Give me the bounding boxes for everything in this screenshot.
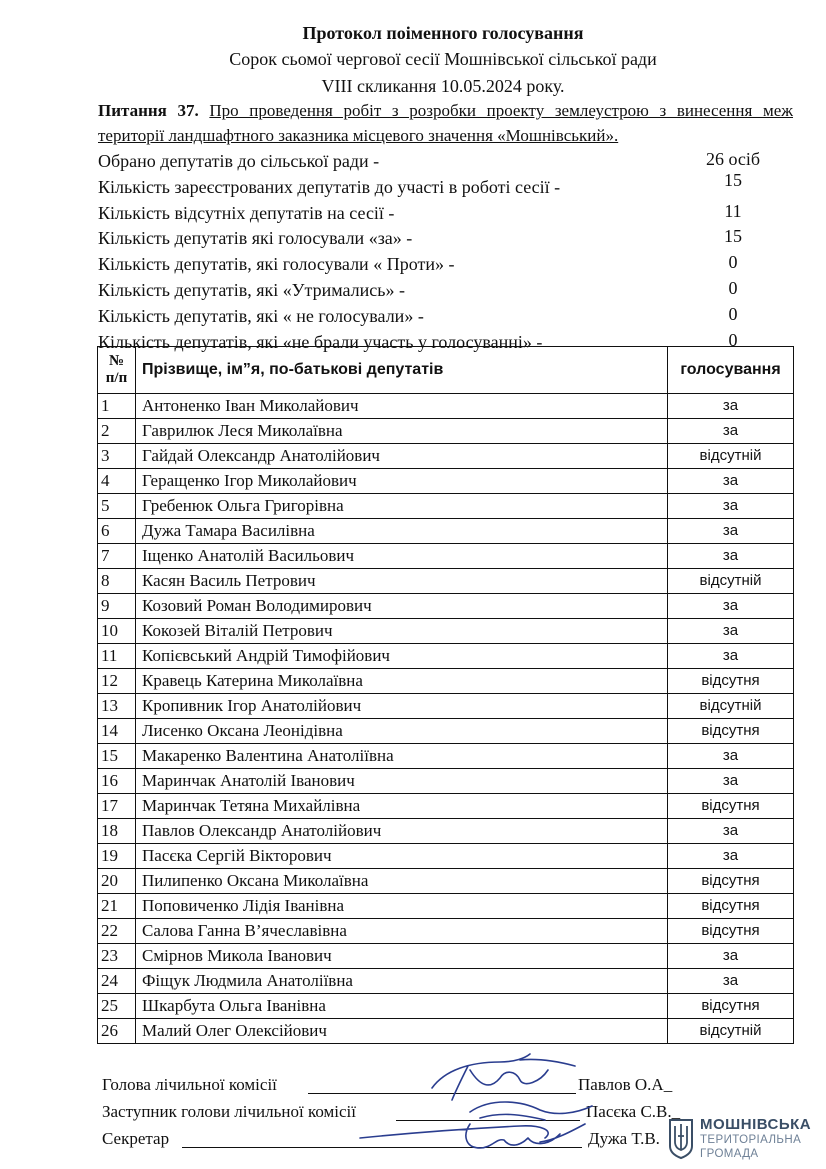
table-row xyxy=(98,619,794,644)
signature-chair xyxy=(102,1073,702,1100)
logo-line-2: ТЕРИТОРІАЛЬНА xyxy=(700,1134,802,1146)
signature-line xyxy=(308,1093,576,1094)
agenda-question: Питання 37. Про проведення робіт з розробки проекту землеустрою з винесення меж території ландшафтного заказника місцевого значення «Мошнівський». xyxy=(98,101,794,145)
stat-label: Кількість зареєстрованих депутатів до участі в роботі сесії - xyxy=(98,176,561,197)
row-number: 16 xyxy=(98,769,136,794)
table-row xyxy=(98,919,794,944)
roll-call-table xyxy=(97,346,794,1044)
deputy-name: Копієвський Андрій Тимофійович xyxy=(136,644,668,669)
column-header-number: № п/п xyxy=(98,347,136,394)
trident-emblem-icon xyxy=(668,1116,694,1160)
stat-label: Кількість депутатів, які голосували « Проти» - xyxy=(98,254,455,275)
row-number: 22 xyxy=(98,919,136,944)
signatory-role: Голова лічильної комісії xyxy=(102,1075,277,1094)
deputy-name: Козовий Роман Володимирович xyxy=(136,594,668,619)
signatory-name: Дужа Т.В. xyxy=(588,1129,660,1148)
vote-result: за xyxy=(668,644,794,669)
vote-result: відсутня xyxy=(668,794,794,819)
stat-registered xyxy=(98,169,798,200)
signature-deputy-chair xyxy=(102,1100,702,1127)
row-number: 12 xyxy=(98,669,136,694)
table-row xyxy=(98,994,794,1019)
signature-secretary xyxy=(102,1127,702,1154)
stat-label: Обрано депутатів до сільської ради - xyxy=(98,151,380,171)
deputy-name: Кропивник Ігор Анатолійович xyxy=(136,694,668,719)
table-row xyxy=(98,519,794,544)
row-number: 6 xyxy=(98,519,136,544)
stat-value: 0 xyxy=(728,303,738,324)
vote-result: відсутній xyxy=(668,694,794,719)
vote-statistics xyxy=(98,148,798,354)
row-number: 20 xyxy=(98,869,136,894)
row-number: 13 xyxy=(98,694,136,719)
table-row xyxy=(98,769,794,794)
vote-result: відсутня xyxy=(668,919,794,944)
vote-result: за xyxy=(668,969,794,994)
convocation-date: VIII скликання 10.05.2024 року. xyxy=(321,76,565,96)
signatory-name: Пасєка С.В._ xyxy=(586,1102,681,1121)
signatures-block xyxy=(102,1073,702,1154)
table-row xyxy=(98,869,794,894)
row-number: 4 xyxy=(98,469,136,494)
deputy-name: Пилипенко Оксана Миколаївна xyxy=(136,869,668,894)
table-row xyxy=(98,1019,794,1044)
stat-absent xyxy=(98,200,798,226)
vote-result: за xyxy=(668,394,794,419)
table-row xyxy=(98,544,794,569)
table-row xyxy=(98,944,794,969)
stat-label: Кількість депутатів які голосували «за» - xyxy=(98,228,413,249)
vote-result: за xyxy=(668,619,794,644)
document-title: Протокол поіменного голосування xyxy=(302,23,584,43)
deputy-name: Фіщук Людмила Анатоліївна xyxy=(136,969,668,994)
row-number: 19 xyxy=(98,844,136,869)
vote-result: відсутня xyxy=(668,994,794,1019)
table-row xyxy=(98,569,794,594)
row-number: 25 xyxy=(98,994,136,1019)
row-number: 10 xyxy=(98,619,136,644)
table-row xyxy=(98,394,794,419)
logo-line-1: МОШНІВСЬКА xyxy=(700,1116,812,1133)
deputy-name: Павлов Олександр Анатолійович xyxy=(136,819,668,844)
deputy-name: Касян Василь Петрович xyxy=(136,569,668,594)
row-number: 26 xyxy=(98,1019,136,1044)
row-number: 8 xyxy=(98,569,136,594)
vote-result: відсутня xyxy=(668,669,794,694)
table-row xyxy=(98,819,794,844)
vote-result: за xyxy=(668,744,794,769)
vote-result: відсутня xyxy=(668,869,794,894)
vote-result: за xyxy=(668,594,794,619)
vote-result: за xyxy=(668,944,794,969)
vote-result: відсутня xyxy=(668,719,794,744)
vote-result: відсутня xyxy=(668,894,794,919)
deputy-name: Смірнов Микола Іванович xyxy=(136,944,668,969)
vote-result: за xyxy=(668,769,794,794)
stat-value: 15 xyxy=(724,169,742,190)
column-header-vote: голосування xyxy=(668,347,794,394)
row-number: 3 xyxy=(98,444,136,469)
table-row xyxy=(98,844,794,869)
row-number: 5 xyxy=(98,494,136,519)
deputy-name: Макаренко Валентина Анатоліївна xyxy=(136,744,668,769)
deputy-name: Іщенко Анатолій Васильович xyxy=(136,544,668,569)
vote-result: за xyxy=(668,544,794,569)
row-number: 2 xyxy=(98,419,136,444)
table-row xyxy=(98,744,794,769)
row-number: 23 xyxy=(98,944,136,969)
stat-abstained xyxy=(98,277,798,303)
stat-value: 15 xyxy=(724,226,742,247)
stat-against xyxy=(98,251,798,277)
question-number: Питання 37 xyxy=(98,101,195,120)
table-row xyxy=(98,969,794,994)
stat-label: Кількість відсутніх депутатів на сесії - xyxy=(98,202,395,223)
vote-result: за xyxy=(668,844,794,869)
stat-label: Кількість депутатів, які «Утримались» - xyxy=(98,279,405,300)
deputy-name: Гребенюк Ольга Григорівна xyxy=(136,494,668,519)
table-row xyxy=(98,894,794,919)
deputy-name: Пасєка Сергій Вікторович xyxy=(136,844,668,869)
table-row xyxy=(98,644,794,669)
table-row xyxy=(98,494,794,519)
stat-value: 0 xyxy=(728,252,738,273)
row-number: 9 xyxy=(98,594,136,619)
table-row xyxy=(98,694,794,719)
table-header-row xyxy=(98,347,794,394)
document-header xyxy=(0,20,826,100)
deputy-name: Шкарбута Ольга Іванівна xyxy=(136,994,668,1019)
deputy-name: Лисенко Оксана Леонідівна xyxy=(136,719,668,744)
stat-not-voted xyxy=(98,303,798,329)
vote-result: за xyxy=(668,419,794,444)
row-number: 15 xyxy=(98,744,136,769)
column-header-name: Прізвище, ім”я, по-батькові депутатів xyxy=(136,347,668,394)
deputy-name: Малий Олег Олексійович xyxy=(136,1019,668,1044)
signatory-role: Секретар xyxy=(102,1129,170,1148)
table-row xyxy=(98,469,794,494)
row-number: 11 xyxy=(98,644,136,669)
row-number: 7 xyxy=(98,544,136,569)
row-number: 14 xyxy=(98,719,136,744)
table-row xyxy=(98,669,794,694)
table-row xyxy=(98,594,794,619)
signature-line xyxy=(182,1147,582,1148)
deputy-name: Геращенко Ігор Миколайович xyxy=(136,469,668,494)
community-logo xyxy=(668,1114,818,1166)
stat-value: 0 xyxy=(728,329,738,350)
deputy-name: Поповиченко Лідія Іванівна xyxy=(136,894,668,919)
stat-value: 11 xyxy=(724,200,742,221)
stat-value: 26 осіб xyxy=(705,149,761,169)
logo-line-3: ГРОМАДА xyxy=(700,1148,759,1160)
vote-result: відсутній xyxy=(668,569,794,594)
deputy-name: Салова Ганна В’ячеславівна xyxy=(136,919,668,944)
question-text: Про проведення робіт з розробки проекту землеустрою з винесення меж території ландшафтного заказника місцевого значення «Мошнівський». xyxy=(98,101,794,145)
stat-for xyxy=(98,225,798,251)
stat-label: Кількість депутатів, які «не брали участь у голосуванні» - xyxy=(98,331,543,352)
row-number: 17 xyxy=(98,794,136,819)
deputy-name: Антоненко Іван Миколайович xyxy=(136,394,668,419)
row-number: 21 xyxy=(98,894,136,919)
vote-result: за xyxy=(668,469,794,494)
vote-result: відсутній xyxy=(668,1019,794,1044)
deputy-name: Дужа Тамара Василівна xyxy=(136,519,668,544)
deputy-name: Маринчак Анатолій Іванович xyxy=(136,769,668,794)
session-subtitle: Сорок сьомої чергової сесії Мошнівської сільської ради xyxy=(229,49,657,69)
deputy-name: Гаврилюк Леся Миколаївна xyxy=(136,419,668,444)
table-body xyxy=(98,394,794,1044)
row-number: 1 xyxy=(98,394,136,419)
stat-label: Кількість депутатів, які « не голосували» - xyxy=(98,305,424,326)
table-row xyxy=(98,419,794,444)
deputy-name: Кокозей Віталій Петрович xyxy=(136,619,668,644)
deputy-name: Маринчак Тетяна Михайлівна xyxy=(136,794,668,819)
vote-result: за xyxy=(668,519,794,544)
deputy-name: Гайдай Олександр Анатолійович xyxy=(136,444,668,469)
vote-result: за xyxy=(668,494,794,519)
row-number: 18 xyxy=(98,819,136,844)
signatory-name: Павлов О.А_ xyxy=(578,1075,673,1094)
stat-value: 0 xyxy=(728,277,738,298)
table-row xyxy=(98,719,794,744)
table-row xyxy=(98,794,794,819)
signatory-role: Заступник голови лічильної комісії xyxy=(102,1102,357,1121)
row-number: 24 xyxy=(98,969,136,994)
vote-result: відсутній xyxy=(668,444,794,469)
signature-line xyxy=(396,1120,580,1121)
table-row xyxy=(98,444,794,469)
deputy-name: Кравець Катерина Миколаївна xyxy=(136,669,668,694)
vote-result: за xyxy=(668,819,794,844)
